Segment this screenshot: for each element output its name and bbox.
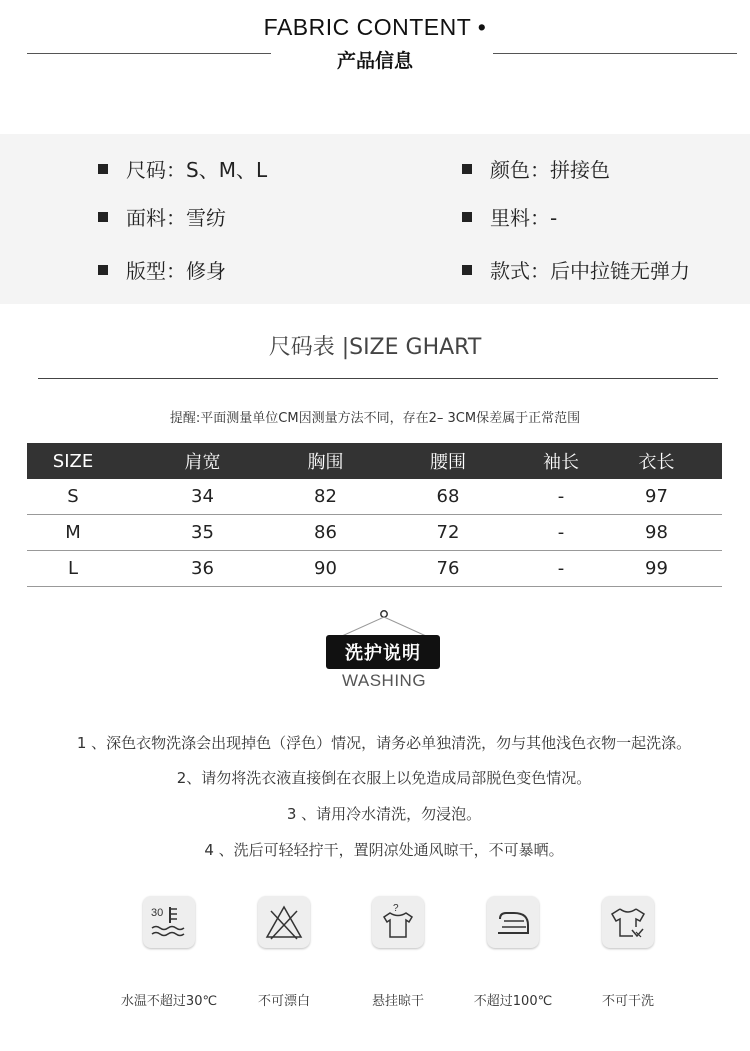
water-temp-number: 30 — [151, 907, 164, 919]
hang-dry-icon — [372, 896, 424, 948]
iron-label: 不超过100℃ — [473, 994, 553, 1009]
no-dry-clean-label: 不可干洗 — [601, 994, 654, 1009]
table-cell: 36 — [191, 558, 214, 579]
info-size-text: 尺码：S、M、L — [126, 158, 268, 182]
water-temp-icon — [143, 896, 195, 948]
info-lining — [462, 202, 557, 231]
no-bleach-label: 不可漂白 — [257, 994, 310, 1009]
table-cell: - — [557, 558, 565, 579]
info-color-text: 颜色：拼接色 — [490, 158, 610, 182]
table-cell: 86 — [314, 522, 337, 543]
bullet-icon — [462, 164, 472, 174]
no-dry-clean-icon — [602, 896, 654, 948]
hanger-icon — [340, 608, 428, 638]
header-cell-sleeve: 袖长 — [543, 452, 579, 473]
bullet-icon — [462, 212, 472, 222]
info-fabric-text: 面料：雪纺 — [126, 206, 226, 230]
washing-en-label: WASHING — [341, 671, 427, 690]
table-cell: 72 — [436, 522, 460, 543]
info-style — [462, 255, 690, 284]
table-cell: - — [557, 486, 565, 507]
care-instruction-3: 3 、请用冷水清洗，勿浸泡。 — [286, 805, 482, 823]
header-cell-size: SIZE — [52, 450, 94, 472]
table-cell: L — [67, 558, 79, 579]
size-chart-title: 尺码表 |SIZE GHART — [268, 335, 482, 360]
product-info-subtitle: 产品信息 — [336, 50, 413, 72]
table-cell: S — [67, 486, 79, 507]
bullet-icon — [98, 265, 108, 275]
table-cell: 82 — [314, 486, 337, 507]
svg-text:?: ? — [393, 903, 399, 914]
header-cell-shoulder: 肩宽 — [184, 452, 221, 473]
table-row — [27, 515, 722, 551]
care-instruction-4: 4 、洗后可轻轻拧干，置阴凉处通风晾干，不可暴晒。 — [204, 841, 564, 859]
header-cell-chest: 胸围 — [307, 452, 344, 473]
product-info-panel — [0, 134, 750, 304]
size-chart-rule — [38, 378, 718, 379]
table-row — [27, 479, 722, 515]
table-cell: 34 — [191, 486, 214, 507]
table-cell: M — [65, 522, 81, 543]
header-cell-waist: 腰围 — [430, 452, 466, 473]
table-cell: 99 — [645, 558, 668, 579]
measurement-reminder: 提醒:平面测量单位CM因测量方法不同，存在2– 3CM保差属于正常范围 — [169, 411, 581, 426]
hang-dry-label: 悬挂晾干 — [371, 994, 424, 1009]
table-cell: 68 — [436, 486, 460, 507]
info-fit — [98, 255, 226, 284]
info-color — [462, 154, 610, 183]
bullet-icon — [98, 164, 108, 174]
table-cell: 98 — [645, 522, 668, 543]
info-lining-text: 里料：- — [490, 206, 558, 230]
table-cell: 90 — [314, 558, 337, 579]
fabric-content-title: FABRIC CONTENT • — [263, 14, 487, 40]
bullet-icon — [462, 265, 472, 275]
table-cell: 35 — [191, 522, 214, 543]
table-cell: 97 — [645, 486, 668, 507]
care-instruction-1: 1 、深色衣物洗涤会出现掉色（浮色）情况，请务必单独清洗，勿与其他浅色衣物一起洗涤。 — [76, 734, 692, 752]
size-table-header — [27, 443, 722, 479]
care-instruction-2: 2、请勿将洗衣液直接倒在衣服上以免造成局部脱色变色情况。 — [176, 769, 592, 787]
info-fit-text: 版型：修身 — [126, 259, 226, 283]
washing-badge: 洗护说明 — [326, 635, 440, 669]
iron-icon — [487, 896, 539, 948]
size-table — [27, 443, 722, 587]
table-row — [27, 551, 722, 587]
bullet-icon — [98, 212, 108, 222]
info-style-text: 款式：后中拉链无弹力 — [490, 259, 690, 283]
header-cell-length: 衣长 — [638, 452, 675, 473]
table-cell: 76 — [436, 558, 460, 579]
no-bleach-icon — [258, 896, 310, 948]
table-cell: - — [557, 522, 565, 543]
info-size — [98, 154, 267, 183]
water-temp-label: 水温不超过30℃ — [120, 994, 218, 1009]
info-fabric — [98, 202, 226, 231]
